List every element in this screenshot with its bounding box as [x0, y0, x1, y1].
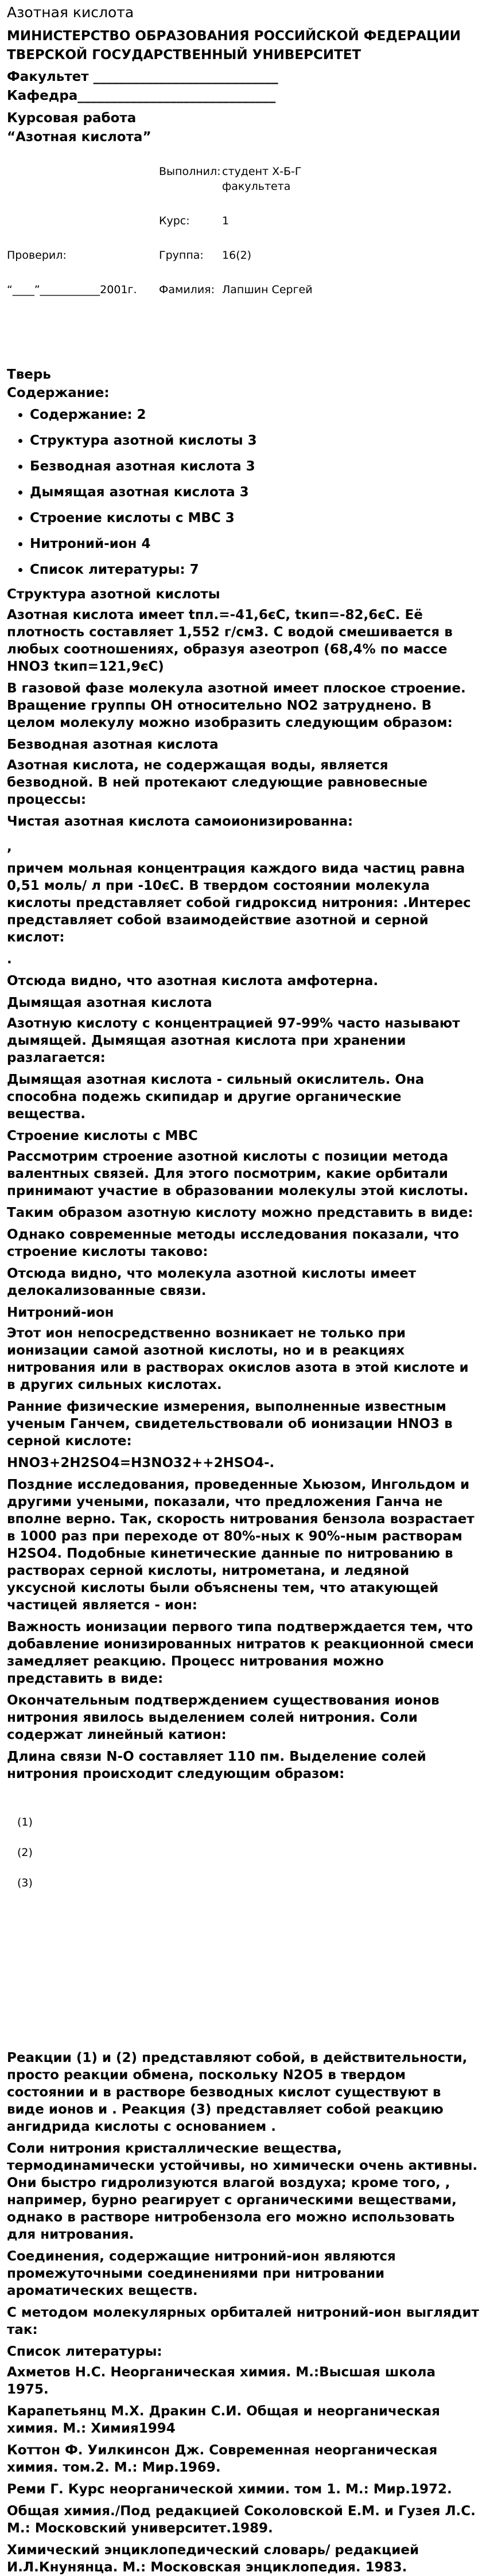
surname-value: Лапшин Сергей — [222, 283, 313, 296]
course-label: Курс: — [159, 215, 190, 227]
table-of-contents — [7, 405, 479, 580]
city-label: Тверь — [7, 367, 51, 382]
paragraph: Азотная кислота, не содержащая воды, является безводной. В ней протекают следующие равновесные процессы: — [7, 758, 428, 807]
paragraph: Чистая азотная кислота самоионизированна: — [7, 814, 353, 829]
literature-item: Химический энциклопедический словарь/ редакцией И.Л.Кнунянца. М.: Московская энциклопедия. 1983. — [7, 2543, 419, 2575]
section-heading-literature: Список литературы: — [7, 2344, 162, 2359]
paragraph: причем мольная концентрация каждого вида частиц равна 0,51 моль/ л при -10єС. В твердом состоянии молекула кислоты представляет собой гидроксид нитрония: .Интерес представляет собой взаимодействие азотной и серной кислот: — [7, 861, 471, 945]
toc-item[interactable]: • Структура азотной кислоты 3 — [30, 431, 479, 451]
paragraph-dot: . — [7, 952, 12, 967]
literature-item: Карапетьянц М.Х. Дракин С.И. Общая и неорганическая химия. М.: Химия1994 — [7, 2404, 440, 2436]
paragraph: Таким образом азотную кислоту можно представить в виде: — [7, 1205, 473, 1220]
literature-item: Реми Г. Курс неорганической химии. том 1. М.: Мир.1972. — [7, 2482, 452, 2497]
section-heading-nitronium: Нитроний-ион — [7, 1305, 114, 1320]
toc-item[interactable]: • Список литературы: 7 — [30, 560, 479, 580]
toc-item[interactable]: • Нитроний-ион 4 — [30, 534, 479, 554]
paragraph: Однако современные методы исследования показали, что строение кислоты таково: — [7, 1227, 459, 1259]
paragraph: Ранние физические измерения, выполненные известным ученым Ганчем, свидетельствовали об ионизации HNO3 в серной кислоте: — [7, 1399, 453, 1449]
paragraph: Азотная кислота имеет tпл.=-41,6єС, tкип=-82,6єС. Её плотность составляет 1,552 г/см3. С водой смешивается в любых соотношениях, образуя азеотроп (68,4% по массе HNO3 tкип=121,9єС) — [7, 608, 453, 674]
title-info-table — [7, 164, 479, 297]
paragraph: Дымящая азотная кислота - сильный окислитель. Она способна подежь скипидар и другие органические вещества. — [7, 1072, 425, 1122]
section-heading-anhydrous: Безводная азотная кислота — [7, 737, 219, 752]
toc-item[interactable]: • Дымящая азотная кислота 3 — [30, 482, 479, 503]
section-heading-mvs: Строение кислоты с МВС — [7, 1129, 198, 1143]
performed-value: студент Х-Б-Г факультета — [222, 165, 302, 193]
paragraph: Окончательным подтверждением существования ионов нитрония явилось выделением солей нитрония. Соли содержат линейный катион: — [7, 1693, 440, 1742]
coursework-label: Курсовая работа — [7, 111, 137, 126]
department-field: Кафедра______________________________ — [7, 88, 276, 103]
info-row-date — [7, 282, 479, 297]
paragraph: Реакции (1) и (2) представляют собой, в действительности, просто реакции обмена, поскольку N2O5 в твердом состоянии и в растворе безводных кислот существуют в виде ионов и . Реакция (3) представляет собой реакцию ангидрида кислоты с основанием . — [7, 2050, 468, 2134]
toc-item[interactable]: • Безводная азотная кислота 3 — [30, 457, 479, 477]
equation: HNO3+2H2SO4=H3NO32++2HSO4-. — [7, 1456, 275, 1470]
toc-item[interactable]: • Строение кислоты с МВС 3 — [30, 508, 479, 528]
paragraph: Азотную кислоту с концентрацией 97-99% часто называют дымящей. Дымящая азотная кислота при хранении разлагается: — [7, 1016, 460, 1065]
literature-item: Ахметов Н.С. Неорганическая химия. М.:Высшая школа 1975. — [7, 2365, 436, 2397]
date-line: “____”___________2001г. — [7, 283, 137, 296]
toc-item[interactable]: • Содержание: 2 — [30, 405, 479, 425]
contents-heading: Содержание: — [7, 386, 110, 400]
reaction-number: (3) — [17, 1877, 33, 1889]
section-heading-fuming: Дымящая азотная кислота — [7, 995, 212, 1010]
paragraph: Соединения, содержащие нитроний-ион являются промежуточными соединениями при нитровании ароматических веществ. — [7, 2249, 396, 2298]
performed-label: Выполнил: — [159, 165, 221, 178]
paragraph: Важность ионизации первого типа подтверждается тем, что добавление ионизированных нитратов к реакционной смеси замедляет реакцию. Процесс нитрования можно представить в виде: — [7, 1620, 475, 1686]
checked-label: Проверил: — [7, 249, 67, 262]
info-row-performed — [7, 164, 479, 194]
paragraph: В газовой фазе молекула азотной имеет плоское строение. Вращение группы ОН относительно NO2 затруднено. В целом молекулу можно изобразить следующим образом: — [7, 681, 466, 730]
group-label: Группа: — [159, 249, 204, 262]
info-row-checked — [7, 248, 479, 263]
faculty-field: Факультет ____________________________ — [7, 69, 278, 84]
paragraph: Длина связи N-O составляет 110 пм. Выделение солей нитрония происходит следующим образом: — [7, 1749, 426, 1781]
literature-item: Общая химия./Под редакцией Соколовской Е.М. и Гузея Л.С. М.: Московский университет.1989. — [7, 2504, 476, 2536]
document-title: Азотная кислота — [7, 4, 134, 21]
surname-label: Фамилия: — [159, 283, 215, 296]
reaction-number: (2) — [17, 1846, 33, 1859]
document-page — [0, 3, 486, 2575]
coursework-topic: “Азотная кислота” — [7, 130, 151, 145]
paragraph: Соли нитрония кристаллические вещества, термодинамически устойчивы, но химически очень активны. Они быстро гидролизуются влагой воздуха; кроме того, , например, бурно реагирует с органическими веществами, однако в растворе нитробензола его можно использовать для нитрования. — [7, 2141, 478, 2242]
paragraph: С методом молекулярных орбиталей нитроний-ион выглядит так: — [7, 2305, 479, 2337]
info-row-course — [7, 213, 479, 228]
paragraph: Этот ион непосредственно возникает не только при ионизации самой азотной кислоты, но и в реакциях нитрования или в растворах окислов азота в этой кислоте и в других сильных кислотах. — [7, 1326, 469, 1392]
paragraph: Рассмотрим строение азотной кислоты с позиции метода валентных связей. Для этого посмотрим, какие орбитали принимают участие в образовании молекулы этой кислоты. — [7, 1149, 469, 1198]
ministry-heading: МИНИСТЕРСТВО ОБРАЗОВАНИЯ РОССИЙСКОЙ ФЕДЕРАЦИИ ТВЕРСКОЙ ГОСУДАРСТВЕННЫЙ УНИВЕРСИТЕТ — [7, 29, 461, 63]
reaction-number: (1) — [17, 1816, 33, 1828]
section-heading-structure: Структура азотной кислоты — [7, 587, 220, 602]
paragraph: Отсюда видно, что молекула азотной кислоты имеет делокализованные связи. — [7, 1266, 417, 1298]
reaction-list — [7, 1815, 479, 1891]
course-value: 1 — [222, 215, 230, 227]
literature-item: Коттон Ф. Уилкинсон Дж. Современная неорганическая химия. том.2. М.: Мир.1969. — [7, 2443, 438, 2475]
group-value: 16(2) — [222, 249, 252, 262]
paragraph: Поздние исследования, проведенные Хьюзом, Ингольдом и другими учеными, показали, что предложения Ганча не вполне верно. Так, скорость нитрования бензола возрастает в 1000 раз при переходе от 80%-ных к 90%-ным растворам H2SO4. Подобные кинетические данные по нитрованию в растворах серной кислоты, нитрометана, и ледяной уксусной кислоты были объяснены тем, что атакующей частицей является - ион: — [7, 1477, 475, 1613]
paragraph-comma: , — [7, 839, 12, 854]
paragraph: Отсюда видно, что азотная кислота амфотерна. — [7, 974, 379, 989]
